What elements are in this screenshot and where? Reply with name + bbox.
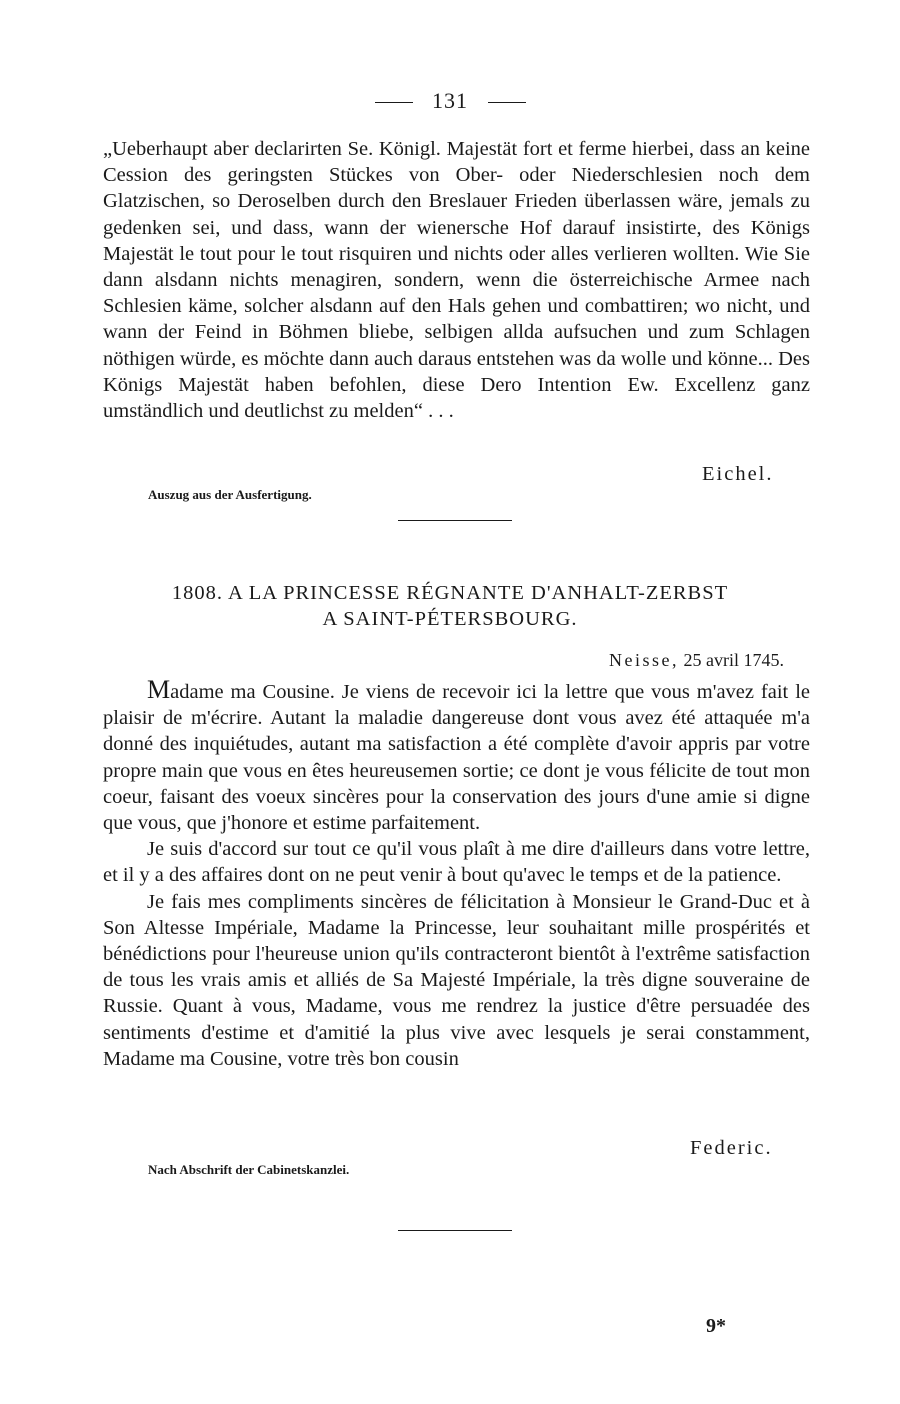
- footer-signature-mark: 9*: [706, 1315, 726, 1337]
- letter-body: [103, 677, 810, 1072]
- letter-title-line-1: 1808. A LA PRINCESSE RÉGNANTE D'ANHALT-ZERBST: [171, 582, 729, 604]
- signature-eichel: Eichel.: [702, 463, 774, 485]
- letter-paragraph-2: Je suis d'accord sur tout ce qu'il vous plaît à me dire d'ailleurs dans votre lettre, et il y a des affaires dont on ne peut venir à bout qu'avec le temps et de la patience.: [103, 838, 810, 887]
- paragraph-1-text: adame ma Cousine. Je viens de recevoir ici la lettre que vous m'avez fait le plaisir de m'écrire. Autant la maladie dangereuse dont vous avez été attaquée m'a donné des inquiétudes, autant ma satisfaction a été complète d'avoir appris par votre propre main que vous en êtes heureusemen sortie; ce dont je vous félicite de tout mon coeur, faisant des voeux sincères pour la conservation des jours d'une amie si digne que vous, que j'honore et estime parfaitement.: [103, 681, 810, 835]
- letter-excerpt: [103, 136, 810, 424]
- salutation-initial: M: [147, 675, 171, 704]
- section-divider-1: [398, 520, 512, 521]
- source-note-1: Auszug aus der Ausfertigung.: [148, 487, 312, 502]
- letter-title-line-2: A SAINT-PÉTERSBOURG.: [322, 608, 578, 630]
- section-divider-2: [398, 1230, 512, 1231]
- signature-federic: Federic.: [690, 1137, 773, 1159]
- header-dash-left: [375, 102, 413, 103]
- letter-excerpt-text: „Ueberhaupt aber declarirten Se. Königl. Majestät fort et ferme hierbei, dass an keine Cession des geringsten Stückes von Ober- oder Niederschlesien noch dem Glatzischen, so Deroselben durch den Breslauer Frieden überlassen wäre, jemals zu gedenken sei, und dass, wann der wienersche Hof darauf insistirte, des Königs Majestät le tout pour le tout risquiren und nichts oder alles verlieren wollten. Wie Sie dann alsdann nichts menagiren, sondern, wenn die österreichische Armee nach Schlesien käme, solcher alsdann auf den Hals gehen und combattiren; wo nicht, und wann der Feind in Böhmen bliebe, selbigen allda aufsuchen und zum Schlagen nöthigen würde, es möchte dann auch daraus entstehen was da wolle und könne... Des Königs Majestät haben befohlen, diese Dero Intention Ew. Excellenz ganz umständlich und deutlichst zu melden“ . . .: [103, 138, 810, 423]
- header-dash-right: [488, 102, 526, 103]
- page-header: [0, 88, 900, 114]
- source-note-2: Nach Abschrift der Cabinetskanzlei.: [148, 1162, 350, 1177]
- dateline-date: 25 avril 1745.: [683, 650, 784, 670]
- page-number: 131: [432, 88, 468, 113]
- dateline-place: Neisse,: [609, 650, 679, 670]
- dateline: [609, 650, 784, 671]
- letter-paragraph-1: [103, 677, 810, 836]
- letter-paragraph-3: Je fais mes compliments sincères de félicitation à Monsieur le Grand-Duc et à Son Altesse Impériale, Madame la Princesse, leur souhaitant mille prospérités et bénédictions pour l'heureuse union qu'ils contracteront bientôt à l'extrême satisfaction de tous les vrais amis et alliés de Sa Majesté Impériale, la très digne souveraine de Russie. Quant à vous, Madame, vous me rendrez la justice d'être persuadée des sentiments d'estime et d'amitié la plus vive avec lesquels je serai constamment, Madame ma Cousine, votre très bon cousin: [103, 890, 810, 1070]
